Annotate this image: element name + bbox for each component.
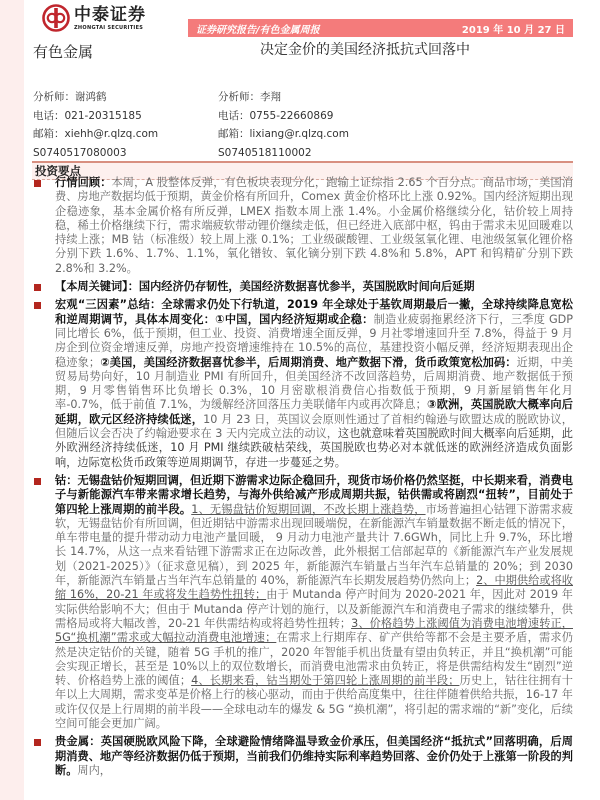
analyst-name: 分析师：李翔 xyxy=(218,91,281,103)
bold-text: 贵金属：英国硬脱欧风险下降，全球避险情绪降温导致金价承压，但美国经济“抵抗式”回落明确，后周期消费、地产等经济数据仍低于预期，当前我们仍维持实际利率趋势回落、金价仍处于上涨第一阶段的判断。 xyxy=(55,735,573,777)
bullet-paragraph xyxy=(34,176,573,276)
investment-points xyxy=(34,176,573,782)
bold-text: 【本周关键词】：国内经济仍存韧性，美国经济数据喜忧参半，英国脱欧时间向后延期 xyxy=(55,280,475,294)
logo-chinese-name: 中泰证券 xyxy=(74,4,146,25)
body-text: 历史上，钴往往拥有十年以上大周期，需求变革是价格上行的核心驱动，而由于供给高度集中，往往伴随着供给共振，16-17 年或许仅仅是上行周期的前半段——全球电动车的爆发 & 5G “换机潮”，将引起的需求端的“新”变化，后续空间可能会更加广阔。 xyxy=(55,674,573,730)
analyst-email[interactable]: 邮箱：xiehh@r.qlzq.com xyxy=(33,128,159,140)
body-text: 近期，中美贸易局势向好，10 月制造业 PMI 有所回升，但美国经济不改回落趋势，后周期消费、地产数据低于预期，9 月零售销售环比负增长 0.3%，10 月密歇根消费信心指数低于预期，9 月新屋销售年化月率-0.7%，低于前值 7.1%，为缓解经济回落压力美联储年内或再次降息； xyxy=(55,355,573,412)
report-date: 2019 年 10 月 27 日 xyxy=(461,24,565,36)
bold-text: ③欧洲，英国脱欧大概率向后延期，欧元区经济持续低迷， xyxy=(55,398,573,426)
report-category: 证券研究报告/有色金属周报 xyxy=(196,24,320,36)
section-heading: 投资要点 xyxy=(32,161,573,180)
bold-text: 钴：无锡盘钴价短期回调，但近期下游需求边际企稳回升，现货市场价格仍然坚挺，中长期来看，消费电子与新能源汽车带来需求增长趋势，与海外供给减产形成周期共振，钴供需或将剧烈“扭转”，目前处于第四轮上涨周期的前半段。 xyxy=(55,473,573,516)
body-text: 这也就意味着英国脱欧时间大概率向后延期，此外欧洲经济持续低迷，10 月 PMI 继续跌破枯荣线，英国脱欧也势必对本就低迷的欧洲经济造成负面影响，边际宽松货币政策等逆周期调节，存进一步蔓延之势。 xyxy=(55,427,573,469)
report-title: 决定金价的美国经济抵抗式回落中 xyxy=(260,42,470,58)
underlined-text: 2、中期供给或将收缩 16%，20-21 年或将发生趋势性扭转； xyxy=(55,574,573,602)
underlined-text: 1、无锡盘钴价短期回调，不改长期上涨趋势， xyxy=(191,502,426,516)
body-text: 本周，A 股整体反弹，有色板块表现分化，跑输上证综指 2.65 个百分点。商品市场，美国消费、房地产数据均低于预期，黄金价格有所回升，Comex 黄金价格环比上涨 0.92%。国内经济短期出现企稳迹象，基本金属价格有所反弹，LMEX 指数本周上涨 1.4%。小金属价格继续分化，钴价较上周持稳，稀土价格继续下行，需求端疲软带动锂价继续走低，但已经进入底部中枢，钨由于需求未见回暖难以持续上涨；MB 钴（标准级）较上周上涨 0.1%；工业级碳酸锂、工业级氢氧化锂、电池级氢氧化锂价格分别下跌 1.6%、1.7%、1.1%，氧化镨钕、氧化镝分别下跌 4.8%和 5.8%，APT 和钨精矿分别下跌 2.8%和 3.2%。 xyxy=(55,176,573,275)
bullet-square-icon xyxy=(34,302,41,309)
body-text: 由于 Mutanda 停产时间为 2020-2021 年，因此对 2019 年实际供给影响不大；但由于 Mutanda 停产计划的施行，以及新能源汽车和消费电子需求的继续攀升，供需格局或将大幅改善，20-21 年供需结构或将趋势性扭转； xyxy=(55,588,573,630)
body-text: 10 月 23 日，英国议会原则性通过了首相约翰逊与欧盟达成的脱欧协议，但随后议会否决了约翰逊要求在 3 天内完成立法的动议， xyxy=(55,412,573,441)
bullet-square-icon xyxy=(34,478,41,485)
analyst-info xyxy=(33,88,433,162)
analyst-license: S0740517080003 xyxy=(33,146,127,159)
bullet-paragraph xyxy=(34,280,573,294)
bold-text: 宏观“三因素”总结：全球需求仍处下行轨道，2019 年全球处于基钦周期最后一撇，全球持续降息宽松和逆周期调节，具体本周变化：①中国，国内经济短期或企稳： xyxy=(55,298,573,326)
analyst-license: S0740518110002 xyxy=(218,146,312,159)
bold-text: 行情回顾： xyxy=(55,176,112,189)
underlined-text: 3、价格趋势上涨阈值为消费电池增速转正，5G“换机潮”需求或大幅拉动消费电池增速； xyxy=(55,616,573,645)
bullet-square-icon xyxy=(34,180,41,187)
body-text: 周内， xyxy=(77,763,111,777)
company-logo xyxy=(42,4,146,32)
bullet-paragraph xyxy=(34,474,573,731)
page-margin-strip xyxy=(0,0,24,800)
body-text: 在需求上行期库存、矿产供给等都不会是主要矛盾，需求仍然是决定钴价的关键，随着 5G 手机的推广，2020 年智能手机出货量有望由负转正，并且“换机潮”可能会实现正增长，甚至是 10%以上的双位数增长，而消费电池需求由负转正，将是供需结构发生“剧烈”逆转、价格趋势上涨的阈值； xyxy=(55,631,573,688)
bullet-paragraph xyxy=(34,298,573,470)
analyst-phone: 电话：0755-22660869 xyxy=(218,109,334,122)
analyst-name: 分析师：谢鸿鹤 xyxy=(33,91,107,103)
analyst-email[interactable]: 邮箱：lixiang@r.qlzq.com xyxy=(218,128,349,140)
sector-label: 有色金属 xyxy=(33,43,94,61)
body-text: 市场普遍担心钴锂下游需求疲软，无锡盘钴价有所回调，但近期钴中游需求出现回暖端倪，在新能源汽车销量数据不断走低的情况下，单车带电量的提升带动动力电池产量回暖， 9 月动力电池产量共计 7.6GWh，同比上升 9.7%，环比增长 14.7%，从这一点来看钴锂下游需求正在边际改善，此外根据工信部起草的《新能源汽车产业发展规划（2021-2025）》（征求意见稿），到 2025 年，新能源汽车销量占当年汽车总销量的 20%；到 2030 年，新能源汽车销量占当年汽车总销量的 40%，新能源汽车长期发展趋势仍然向上； xyxy=(55,502,573,588)
zhongtai-logo-icon xyxy=(42,4,70,32)
logo-english-name: ZHONGTAI SECURITIES xyxy=(74,24,144,31)
body-text: 制造业疲弱拖累经济下行，三季度 GDP 同比增长 6%，低于预期，但工业、投资、消费增速全面反弹，9 月社零增速回升至 7.8%，得益于 9 月房企到位资金增速反弹，房地产投资增速维持在 10.5%的高位，基建投资小幅反弹，经济短期表现出企稳迹象； xyxy=(55,312,573,369)
bullet-square-icon xyxy=(34,284,41,291)
underlined-text: 4、长期来看，钴当期处于第四轮上涨周期的前半段； xyxy=(191,674,460,688)
bold-text: ②美国，美国经济数据喜忧参半，后周期消费、地产数据下滑，货币政策宽松加码： xyxy=(100,355,517,369)
bullet-paragraph xyxy=(34,735,573,778)
report-header-bar xyxy=(188,19,573,37)
analyst-phone: 电话：021-20315185 xyxy=(33,109,142,122)
bullet-square-icon xyxy=(34,739,41,746)
